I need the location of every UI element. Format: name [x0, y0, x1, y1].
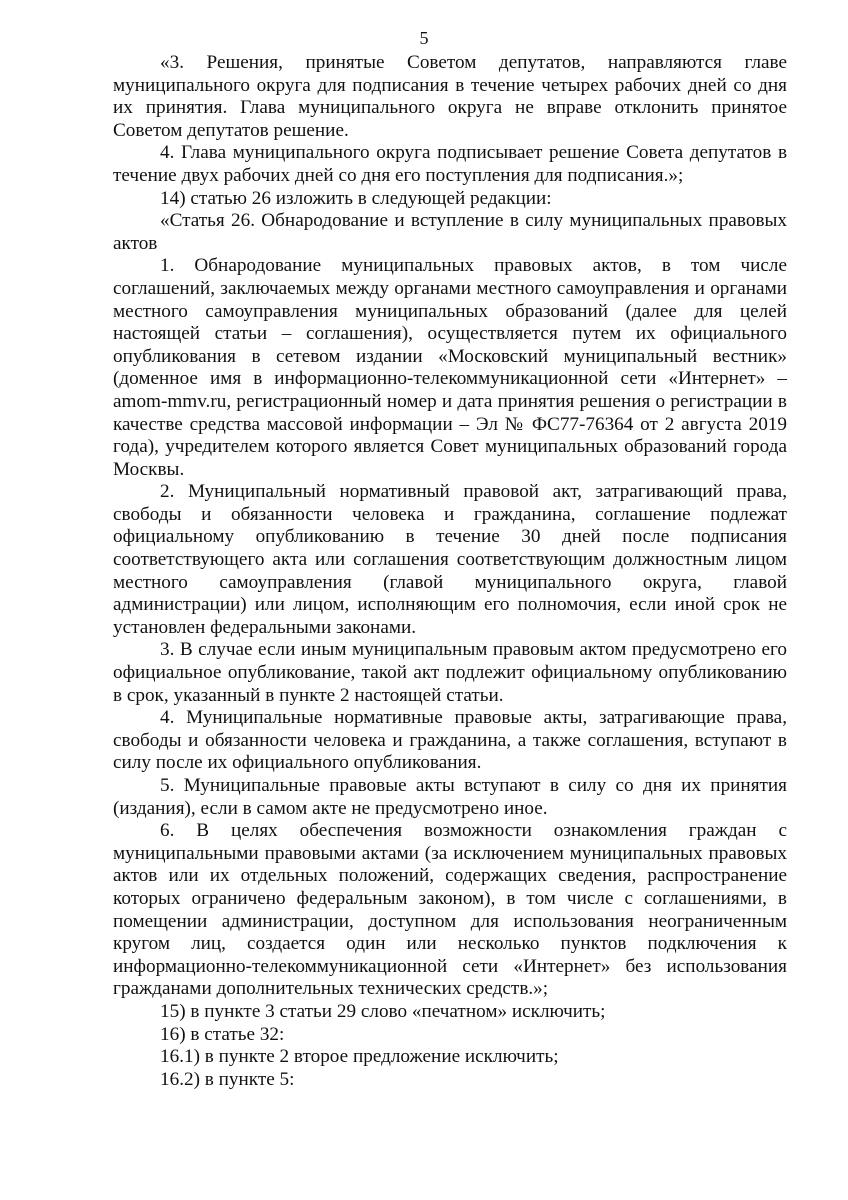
paragraph-article-26-title: «Статья 26. Обнародование и вступление в силу муниципальных правовых актов [113, 210, 787, 254]
paragraph-amendment-16-2: 16.2) в пункте 5: [160, 1068, 295, 1090]
paragraph-article-26-point-4: 4. Муниципальные нормативные правовые акты, затрагивающие права, свободы и обязанности человека и гражданина, а также соглашения, вступают в силу после их официального опубликования. [113, 707, 787, 774]
paragraph-article-26-point-5: 5. Муниципальные правовые акты вступают в силу со дня их принятия (издания), если в самом акте не предусмотрено иное. [113, 775, 787, 819]
paragraph-amendment-16: 16) в статье 32: [160, 1023, 285, 1045]
paragraph-article-26-point-6: 6. В целях обеспечения возможности ознакомления граждан с муниципальными правовыми актами (за исключением муниципальных правовых актов или их отдельных положений, содержащих сведения, распространение которых ограничено федеральным законом), в том числе с соглашениями, в помещении администрации, доступном для использования неограниченным кругом лиц, создается один или несколько пунктов подключения к информационно-телекоммуникационной сети «Интернет» без использования гражданами дополнительных технических средств.»; [113, 820, 787, 1000]
page-number: 5 [419, 28, 429, 48]
paragraph-article-26-point-2: 2. Муниципальный нормативный правовой акт, затрагивающий права, свободы и обязанности человека и гражданина, соглашение подлежат официальному опубликованию в течение 30 дней после подписания соответствующего акта или соглашения соответствующим должностным лицом местного самоуправления (главой муниципального округа, главой администрации) или лицом, исполняющим его полномочия, если иной срок не установлен федеральными законами. [113, 481, 787, 638]
paragraph-article-26-point-3: 3. В случае если иным муниципальным правовым актом предусмотрено его официальное опубликование, такой акт подлежит официальному опубликованию в срок, указанный в пункте 2 настоящей статьи. [113, 639, 787, 706]
paragraph-amendment-15: 15) в пункте 3 статьи 29 слово «печатном» исключить; [160, 1000, 606, 1022]
paragraph-amendment-16-1: 16.1) в пункте 2 второе предложение исключить; [160, 1046, 559, 1068]
paragraph-article-26-point-1: 1. Обнародование муниципальных правовых актов, в том числе соглашений, заключаемых между органами местного самоуправления и органами местного самоуправления муниципальных образований (далее для целей настоящей статьи – соглашения), осуществляется путем их официального опубликования в сетевом издании «Московский муниципальный вестник» (доменное имя в информационно-телекоммуникационной сети «Интернет» – amom-mmv.ru, регистрационный номер и дата принятия решения о регистрации в качестве средства массовой информации – Эл № ФС77-76364 от 2 августа 2019 года), учредителем которого является Совет муниципальных образований города Москвы. [113, 255, 787, 480]
paragraph-decision-sent-to-head: «3. Решения, принятые Советом депутатов, направляются главе муниципального округа для подписания в течение четырех рабочих дней со дня их принятия. Глава муниципального округа не вправе отклонить принятое Советом депутатов решение. [113, 52, 787, 141]
paragraph-amendment-14: 14) статью 26 изложить в следующей редакции: [160, 187, 552, 209]
document-body [113, 52, 787, 1091]
paragraph-head-signs-decision: 4. Глава муниципального округа подписывает решение Совета депутатов в течение двух рабочих дней со дня его поступления для подписания.»; [113, 142, 787, 186]
